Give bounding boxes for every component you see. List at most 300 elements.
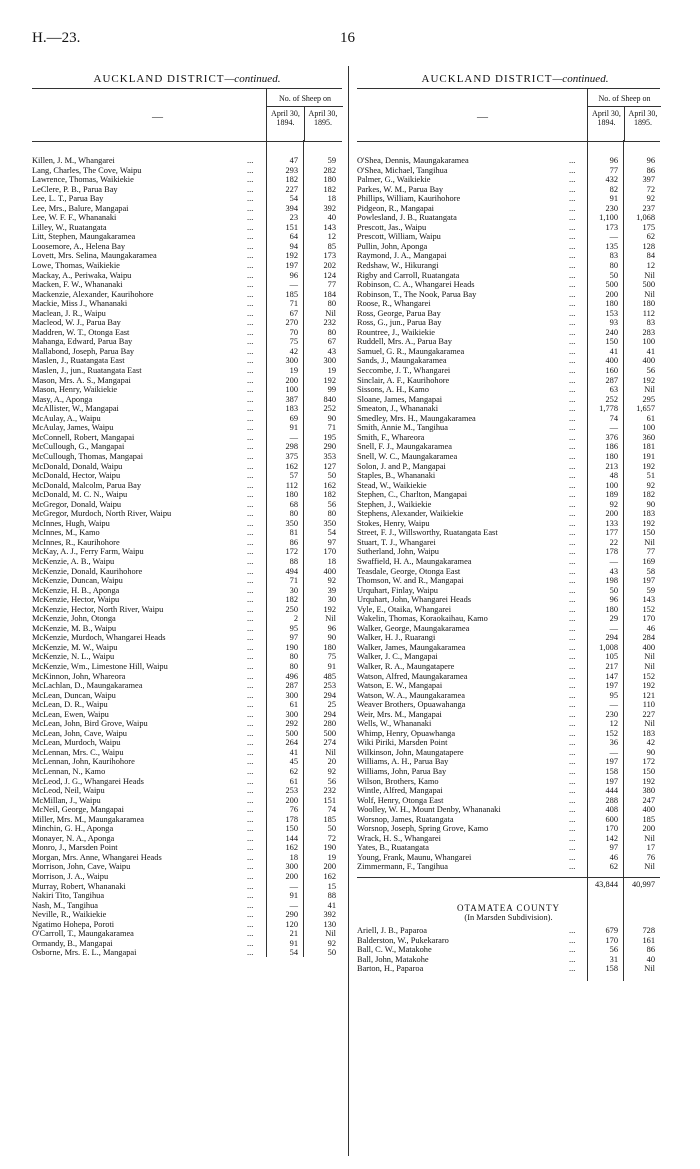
sheep-1894: 64 xyxy=(289,232,298,242)
owner-name: McGregor, Donald, Waipu xyxy=(32,499,122,509)
leader-dots: ... xyxy=(247,175,254,185)
leader-dots: ... xyxy=(247,337,254,347)
sheep-1895: 195 xyxy=(323,432,336,442)
owner-name: McLachlan, D., Maungakaramea xyxy=(32,681,143,691)
sheep-1895: Nil xyxy=(644,385,655,395)
table-row xyxy=(32,652,342,662)
sheep-1894: 500 xyxy=(605,280,618,290)
sheep-1894: 63 xyxy=(609,385,618,395)
sheep-1894: 298 xyxy=(285,442,298,452)
sheep-1895: 192 xyxy=(642,681,655,691)
sheep-1894: 183 xyxy=(285,404,298,414)
sheep-1895: 500 xyxy=(642,280,655,290)
sheep-1894: 69 xyxy=(289,413,298,423)
owner-name: Phillips, William, Kaurihohore xyxy=(357,194,461,204)
sheep-1894: 61 xyxy=(289,700,298,710)
table-row xyxy=(32,633,342,643)
leader-dots: ... xyxy=(569,213,576,223)
table-row xyxy=(357,652,660,662)
sheep-1894: 288 xyxy=(605,795,618,805)
sheep-1894: 300 xyxy=(285,690,298,700)
leader-dots: ... xyxy=(569,661,576,671)
leader-dots: ... xyxy=(569,318,576,328)
leader-dots: ... xyxy=(569,366,576,376)
sheep-1894: — xyxy=(289,881,298,891)
leader-dots: ... xyxy=(569,289,576,299)
sheep-1895: 12 xyxy=(646,261,655,271)
page-header xyxy=(0,30,700,52)
sheep-1894: 12 xyxy=(609,719,618,729)
leader-dots: ... xyxy=(247,929,254,939)
owner-name: Lovett, Mrs. Selina, Maungakaramea xyxy=(32,251,157,261)
sheep-1894: 150 xyxy=(605,337,618,347)
owner-name: McLean, John, Cave, Waipu xyxy=(32,728,127,738)
table-row xyxy=(357,945,660,955)
sheep-1894: 287 xyxy=(605,375,618,385)
left-rows xyxy=(32,156,342,958)
leader-dots: ... xyxy=(569,337,576,347)
sheep-1895: Nil xyxy=(325,308,336,318)
leader-dots: ... xyxy=(247,327,254,337)
sheep-1894: 29 xyxy=(609,614,618,624)
table-row xyxy=(357,805,660,815)
sheep-1895: 41 xyxy=(646,346,655,356)
table-row xyxy=(357,337,660,347)
sheep-1894: 100 xyxy=(605,480,618,490)
owner-name: Teasdale, George, Otonga East xyxy=(357,566,461,576)
sheep-1894: 290 xyxy=(285,910,298,920)
table-row xyxy=(32,786,342,796)
owner-name: McLean, John, Bird Grove, Waipu xyxy=(32,719,148,729)
page-number: 16 xyxy=(340,30,355,46)
leader-dots: ... xyxy=(569,767,576,776)
sheep-1895: 232 xyxy=(323,786,336,796)
leader-dots: ... xyxy=(247,499,254,509)
sheep-1895: 86 xyxy=(646,165,655,175)
owner-name: Ball, C. W., Matakohe xyxy=(357,945,432,955)
sheep-1895: 99 xyxy=(327,385,336,395)
leader-dots: ... xyxy=(247,776,254,786)
sheep-1895: 80 xyxy=(327,327,336,337)
table-row xyxy=(32,509,342,519)
leader-dots: ... xyxy=(569,156,576,165)
leader-dots: ... xyxy=(569,604,576,614)
owner-name: McLeod, J. G., Whangarei Heads xyxy=(32,776,144,786)
leader-dots: ... xyxy=(247,232,254,242)
sheep-1894: 170 xyxy=(605,935,618,945)
table-row xyxy=(32,891,342,901)
sheep-1895: 18 xyxy=(327,556,336,566)
leader-dots: ... xyxy=(569,824,576,834)
county-title: OTAMATEA COUNTY xyxy=(456,903,561,913)
owner-name: Wintle, Alfred, Mangapai xyxy=(357,786,443,796)
sheep-1895: 294 xyxy=(323,690,336,700)
owner-name: McKenzie, John, Otonga xyxy=(32,614,116,624)
sheep-1894: 54 xyxy=(289,948,298,958)
sheep-1894: 200 xyxy=(285,795,298,805)
table-row xyxy=(357,481,660,491)
sheep-1895: 96 xyxy=(646,156,655,165)
table-row xyxy=(32,223,342,233)
leader-dots: ... xyxy=(569,404,576,414)
leader-dots: ... xyxy=(569,757,576,767)
sheep-1894: 500 xyxy=(285,728,298,738)
owner-name: Lee, Mrs., Balure, Mangapai xyxy=(32,203,129,213)
table-row xyxy=(32,204,342,214)
sheep-1895: 19 xyxy=(327,852,336,862)
leader-dots: ... xyxy=(569,222,576,232)
table-row xyxy=(357,710,660,720)
sheep-1894: — xyxy=(609,700,618,710)
table-row xyxy=(32,662,342,672)
sheep-1894: 197 xyxy=(605,681,618,691)
sheep-1894: 22 xyxy=(609,537,618,547)
table-row xyxy=(357,843,660,853)
sheep-1894: 679 xyxy=(605,926,618,935)
table-row xyxy=(357,442,660,452)
owner-name: Lilley, W., Ruatangata xyxy=(32,222,107,232)
leader-dots: ... xyxy=(569,556,576,566)
owner-name: Loosemore, A., Helena Bay xyxy=(32,241,126,251)
sheep-1894: 182 xyxy=(285,595,298,605)
owner-name: McLeod, Neil, Waipu xyxy=(32,786,105,796)
leader-dots: ... xyxy=(247,442,254,452)
owner-name: McKenzie, Hector, North River, Waipu xyxy=(32,604,164,614)
leader-dots: ... xyxy=(247,786,254,796)
leader-dots: ... xyxy=(247,184,254,194)
table-row xyxy=(32,213,342,223)
sheep-1894: 270 xyxy=(285,318,298,328)
sheep-1894: 50 xyxy=(609,270,618,280)
sheep-1894: — xyxy=(609,232,618,242)
sheep-1894: 180 xyxy=(605,299,618,309)
owner-name: Mackenzie, Alexander, Kaurihohore xyxy=(32,289,154,299)
owner-name: Roose, R., Whangarei xyxy=(357,299,431,309)
owner-name: Ross, G., jun., Parua Bay xyxy=(357,318,442,328)
sheep-1895: 392 xyxy=(323,203,336,213)
leader-dots: ... xyxy=(569,175,576,185)
leader-dots: ... xyxy=(247,661,254,671)
owner-name: McKenzie, Donald, Kaurihohore xyxy=(32,566,143,576)
right-table-header: — No. of Sheep on April 30, 1894. April 30, 1895. xyxy=(357,88,660,142)
sheep-1894: 91 xyxy=(289,891,298,901)
owner-name: Smith, F., Whareora xyxy=(357,432,425,442)
sheep-1894: 394 xyxy=(285,203,298,213)
sheep-1894: 200 xyxy=(285,872,298,882)
table-row xyxy=(32,901,342,911)
table-row xyxy=(32,280,342,290)
sheep-1894: 180 xyxy=(605,451,618,461)
sheep-1894: 230 xyxy=(605,709,618,719)
sheep-1895: 1,068 xyxy=(636,213,655,223)
sheep-1895: 151 xyxy=(323,795,336,805)
table-row xyxy=(32,242,342,252)
leader-dots: ... xyxy=(569,308,576,318)
owner-name: Smedley, Mrs. H., Maungakaramea xyxy=(357,413,476,423)
owner-name: Monayer, N. A., Aponga xyxy=(32,833,115,843)
leader-dots: ... xyxy=(569,833,576,843)
table-row xyxy=(32,490,342,500)
table-row xyxy=(357,414,660,424)
table-row xyxy=(32,251,342,261)
sheep-1894: 293 xyxy=(285,165,298,175)
owner-name: Mackie, Miss J., Whananaki xyxy=(32,299,128,309)
owner-name: Weaver Brothers, Opuawahanga xyxy=(357,700,466,710)
leader-dots: ... xyxy=(247,480,254,490)
sheep-1895: 74 xyxy=(327,805,336,815)
owner-name: McLennan, N., Kamo xyxy=(32,767,106,776)
sheep-1895: 300 xyxy=(323,356,336,366)
sheep-1895: 17 xyxy=(646,843,655,853)
sheep-1895: 72 xyxy=(646,184,655,194)
table-row xyxy=(32,796,342,806)
leader-dots: ... xyxy=(247,642,254,652)
sheep-1894: 43 xyxy=(609,566,618,576)
sheep-1895: 75 xyxy=(327,652,336,662)
owner-name: McKenzie, M. B., Waipu xyxy=(32,623,117,633)
sheep-1895: 282 xyxy=(323,165,336,175)
owner-name: Walker, George, Maungakaramea xyxy=(357,623,470,633)
owner-name: Sands, J., Maungakaramea xyxy=(357,356,447,366)
sheep-1895: 180 xyxy=(323,642,336,652)
sheep-1895: 392 xyxy=(323,910,336,920)
owner-name: Snell, W. C., Maungakaramea xyxy=(357,451,458,461)
sheep-1894: 189 xyxy=(605,490,618,500)
sheep-1894: — xyxy=(609,556,618,566)
leader-dots: ... xyxy=(569,623,576,633)
column-separator xyxy=(348,66,349,1156)
leader-dots: ... xyxy=(569,184,576,194)
owner-name: Lowe, Thomas, Waikiekie xyxy=(32,261,120,271)
table-row xyxy=(32,614,342,624)
table-row xyxy=(357,605,660,615)
owner-name: McNeil, George, Mangapai xyxy=(32,805,124,815)
owner-name: Ariell, J. B., Paparoa xyxy=(357,926,428,935)
sheep-1895: 290 xyxy=(323,442,336,452)
owner-name: Sinclair, A. F., Kaurihohore xyxy=(357,375,450,385)
leader-dots: ... xyxy=(569,423,576,433)
sheep-1895: Nil xyxy=(325,747,336,757)
sheep-1895: Nil xyxy=(644,719,655,729)
sheep-1894: 173 xyxy=(605,222,618,232)
sheep-1894: 96 xyxy=(289,270,298,280)
owner-name: Ormandy, B., Mangapai xyxy=(32,938,113,948)
table-row xyxy=(32,929,342,939)
sheep-1894: 494 xyxy=(285,566,298,576)
owner-name: Wrack, H. S., Whangarei xyxy=(357,833,441,843)
sheep-1895: 182 xyxy=(323,490,336,500)
table-row xyxy=(32,805,342,815)
sheep-1895: 353 xyxy=(323,451,336,461)
leader-dots: ... xyxy=(247,872,254,882)
sheep-1895: 294 xyxy=(323,709,336,719)
owner-name: Pidgeon, R., Mangapai xyxy=(357,203,434,213)
leader-dots: ... xyxy=(247,566,254,576)
sheep-1894: 408 xyxy=(605,805,618,815)
owner-name: McAllister, W., Mangapai xyxy=(32,404,119,414)
table-row xyxy=(32,232,342,242)
leader-dots: ... xyxy=(569,954,576,964)
table-row xyxy=(357,347,660,357)
leader-dots: ... xyxy=(569,385,576,395)
table-row xyxy=(357,643,660,653)
owner-name: Whimp, Henry, Opuawhanga xyxy=(357,728,456,738)
table-row xyxy=(357,614,660,624)
table-row xyxy=(357,824,660,834)
sheep-1894: 47 xyxy=(289,156,298,165)
owner-name: Solon, J. and P., Mangapai xyxy=(357,461,446,471)
sheep-1894: 82 xyxy=(609,184,618,194)
owner-name: Prescott, Jas., Waipu xyxy=(357,222,427,232)
table-row xyxy=(357,576,660,586)
sheep-1895: 200 xyxy=(323,862,336,872)
table-row xyxy=(357,242,660,252)
owner-name: Lawrence, Thomas, Waikiekie xyxy=(32,175,134,185)
sheep-1894: 172 xyxy=(285,547,298,557)
sheep-1894: 96 xyxy=(609,595,618,605)
table-row xyxy=(357,309,660,319)
sheep-1894: 162 xyxy=(285,843,298,853)
leader-dots: ... xyxy=(569,681,576,691)
sheep-1895: 840 xyxy=(323,394,336,404)
leader-dots: ... xyxy=(247,747,254,757)
sheep-1895: 274 xyxy=(323,738,336,748)
owner-name: O'Shea, Michael, Tangihua xyxy=(357,165,448,175)
table-row xyxy=(32,471,342,481)
leader-dots: ... xyxy=(247,423,254,433)
owner-name: Neville, R., Waikiekie xyxy=(32,910,107,920)
leader-dots: ... xyxy=(247,652,254,662)
county-rows xyxy=(357,926,660,974)
sheep-1895: 237 xyxy=(642,203,655,213)
sheep-1894: 41 xyxy=(609,346,618,356)
sheep-1894: 158 xyxy=(605,964,618,974)
sheep-1895: 43 xyxy=(327,346,336,356)
sheep-1894: 96 xyxy=(609,156,618,165)
sheep-1894: 150 xyxy=(285,824,298,834)
table-row xyxy=(32,261,342,271)
sheep-1894: 71 xyxy=(289,576,298,586)
owner-name: Watson, W. A., Maungakaramea xyxy=(357,690,465,700)
sheep-1895: 400 xyxy=(642,642,655,652)
leader-dots: ... xyxy=(569,356,576,366)
owner-name: Watson, Alfred, Maungakaramea xyxy=(357,671,468,681)
owner-name: McKenzie, A. B., Waipu xyxy=(32,556,115,566)
sheep-1894: 57 xyxy=(289,471,298,481)
table-row xyxy=(32,328,342,338)
leader-dots: ... xyxy=(569,480,576,490)
table-row xyxy=(357,376,660,386)
owner-name: McKay, A. J., Ferry Farm, Waipu xyxy=(32,547,144,557)
sheep-1894: 80 xyxy=(289,661,298,671)
leader-dots: ... xyxy=(247,261,254,271)
table-row xyxy=(32,939,342,949)
sheep-1894: 91 xyxy=(289,423,298,433)
sheep-1894: 36 xyxy=(609,738,618,748)
leader-dots: ... xyxy=(247,413,254,423)
table-row xyxy=(357,719,660,729)
leader-dots: ... xyxy=(247,375,254,385)
column-rule xyxy=(266,140,267,957)
owner-name: McKenzie, Wm., Limestone Hill, Waipu xyxy=(32,661,168,671)
table-row xyxy=(32,700,342,710)
sheep-1895: 42 xyxy=(646,738,655,748)
owner-name: Walker, H. J., Ruarangi xyxy=(357,633,436,643)
sheep-1895: 150 xyxy=(642,528,655,538)
leader-dots: ... xyxy=(247,346,254,356)
sheep-1894: 135 xyxy=(605,241,618,251)
owner-name: McAulay, A., Waipu xyxy=(32,413,101,423)
table-row xyxy=(357,955,660,965)
sheep-1894: 153 xyxy=(605,308,618,318)
table-row xyxy=(357,633,660,643)
sheep-1894: 86 xyxy=(289,537,298,547)
leader-dots: ... xyxy=(569,203,576,213)
sheep-1895: 152 xyxy=(642,604,655,614)
leader-dots: ... xyxy=(569,375,576,385)
sheep-1894: 71 xyxy=(289,299,298,309)
sheep-1895: 232 xyxy=(323,318,336,328)
leader-dots: ... xyxy=(247,757,254,767)
table-row xyxy=(32,586,342,596)
leader-dots: ... xyxy=(247,556,254,566)
sheep-1895: 127 xyxy=(323,461,336,471)
owner-name: Maclean, J. R., Waipu xyxy=(32,308,106,318)
table-row xyxy=(357,328,660,338)
sheep-1894: 376 xyxy=(605,432,618,442)
table-row xyxy=(357,366,660,376)
sheep-1894: 50 xyxy=(609,585,618,595)
leader-dots: ... xyxy=(247,690,254,700)
leader-dots: ... xyxy=(247,299,254,309)
owner-name: Snell, F. J., Maungakaramea xyxy=(357,442,452,452)
sheep-1895: 170 xyxy=(642,614,655,624)
table-row xyxy=(32,824,342,834)
table-row xyxy=(32,710,342,720)
owner-name: Parkes, W. M., Parua Bay xyxy=(357,184,444,194)
sheep-1895: 128 xyxy=(642,241,655,251)
sheep-1895: 280 xyxy=(323,719,336,729)
sheep-1895: 51 xyxy=(646,471,655,481)
sheep-1894: 217 xyxy=(605,661,618,671)
table-row xyxy=(357,862,660,872)
table-row xyxy=(32,748,342,758)
sheep-1894: 23 xyxy=(289,213,298,223)
owner-name: Mallabond, Joseph, Parua Bay xyxy=(32,346,135,356)
right-district-title: AUCKLAND DISTRICT—continued. xyxy=(421,73,609,85)
table-row xyxy=(32,557,342,567)
owner-name: Staples, B., Whananaki xyxy=(357,471,436,481)
sheep-1894: 200 xyxy=(605,509,618,519)
sheep-1894: — xyxy=(289,900,298,910)
owner-name: Smith, Annie M., Tangihua xyxy=(357,423,448,433)
leader-dots: ... xyxy=(247,451,254,461)
table-row xyxy=(32,691,342,701)
sheep-1894: 77 xyxy=(609,165,618,175)
owner-name: McLennan, Mrs. C., Waipu xyxy=(32,747,124,757)
owner-name: McCullough, G., Mangapai xyxy=(32,442,125,452)
leader-dots: ... xyxy=(569,471,576,481)
sheep-1894: 600 xyxy=(605,814,618,824)
table-row xyxy=(357,519,660,529)
sheep-1895: Nil xyxy=(644,289,655,299)
leader-dots: ... xyxy=(247,251,254,261)
sheep-1895: 143 xyxy=(323,222,336,232)
table-row xyxy=(357,557,660,567)
owner-name: McKenzie, Duncan, Waipu xyxy=(32,576,123,586)
sheep-1895: Nil xyxy=(644,652,655,662)
sheep-1895: 12 xyxy=(327,232,336,242)
